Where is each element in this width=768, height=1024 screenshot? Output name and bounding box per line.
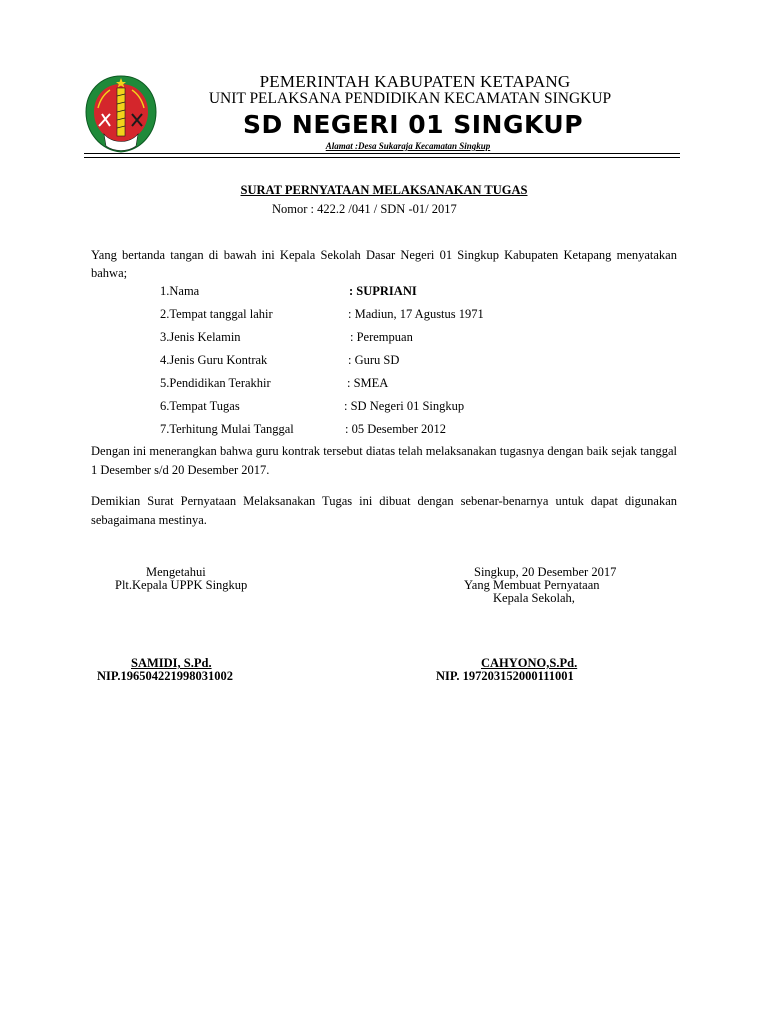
left-sign-acknowledge: Mengetahui [146, 565, 206, 579]
left-signatory-nip: NIP.196504221998031002 [97, 669, 234, 683]
field-label-jenis-guru: 4.Jenis Guru Kontrak [160, 353, 268, 367]
field-value-ttl: : Madiun, 17 Agustus 1971 [348, 307, 484, 321]
letterhead-unit: UNIT PELAKSANA PENDIDIKAN KECAMATAN SINGKUP [208, 90, 612, 107]
field-label-ttl: 2.Tempat tanggal lahir [160, 307, 273, 321]
letterhead-divider-thin [84, 157, 680, 158]
letterhead-government: PEMERINTAH KABUPATEN KETAPANG [259, 72, 571, 91]
statement-paragraph: Dengan ini menerangkan bahwa guru kontrak tersebut diatas telah melaksanakan tugasnya dengan baik sejak tanggal 1 Desember s/d 20 Desember 2017. [91, 444, 677, 477]
letterhead-address: Alamat :Desa Sukaraja Kecamatan Singkup [325, 141, 491, 151]
field-value-jenis-kelamin: : Perempuan [350, 330, 413, 344]
left-sign-position: Plt.Kepala UPPK Singkup [115, 578, 248, 592]
closing-paragraph: Demikian Surat Pernyataan Melaksanakan Tugas ini dibuat dengan sebenar-benarnya untuk dapat digunakan sebagaimana mestinya. [91, 494, 677, 527]
field-label-jenis-kelamin: 3.Jenis Kelamin [160, 330, 241, 344]
field-label-pendidikan: 5.Pendidikan Terakhir [160, 376, 271, 390]
field-value-nama: : SUPRIANI [349, 284, 417, 298]
field-label-nama: 1.Nama [160, 284, 200, 298]
left-signatory-name: SAMIDI, S.Pd. [131, 656, 212, 670]
right-sign-position: Kepala Sekolah, [493, 591, 575, 605]
right-signatory-nip: NIP. 197203152000111001 [436, 669, 574, 683]
document-title: SURAT PERNYATAAN MELAKSANAKAN TUGAS [240, 183, 528, 197]
field-value-jenis-guru: : Guru SD [348, 353, 400, 367]
intro-paragraph: Yang bertanda tangan di bawah ini Kepala Sekolah Dasar Negeri 01 Singkup Kabupaten Ketapang menyatakan bahwa; [91, 248, 677, 280]
field-label-terhitung: 7.Terhitung Mulai Tanggal [160, 422, 294, 436]
right-signatory-name: CAHYONO,S.Pd. [481, 656, 578, 670]
field-value-terhitung: : 05 Desember 2012 [345, 422, 447, 436]
right-sign-place-date: Singkup, 20 Desember 2017 [474, 565, 617, 579]
field-label-tempat-tugas: 6.Tempat Tugas [160, 399, 240, 413]
letterhead-divider-thick [84, 153, 680, 154]
right-sign-maker: Yang Membuat Pernyataan [464, 578, 600, 592]
field-value-tempat-tugas: : SD Negeri 01 Singkup [344, 399, 465, 413]
letterhead-school-name: SD NEGERI 01 SINGKUP [242, 110, 584, 139]
document-number: Nomor : 422.2 /041 / SDN -01/ 2017 [272, 202, 457, 216]
field-value-pendidikan: : SMEA [347, 376, 389, 390]
